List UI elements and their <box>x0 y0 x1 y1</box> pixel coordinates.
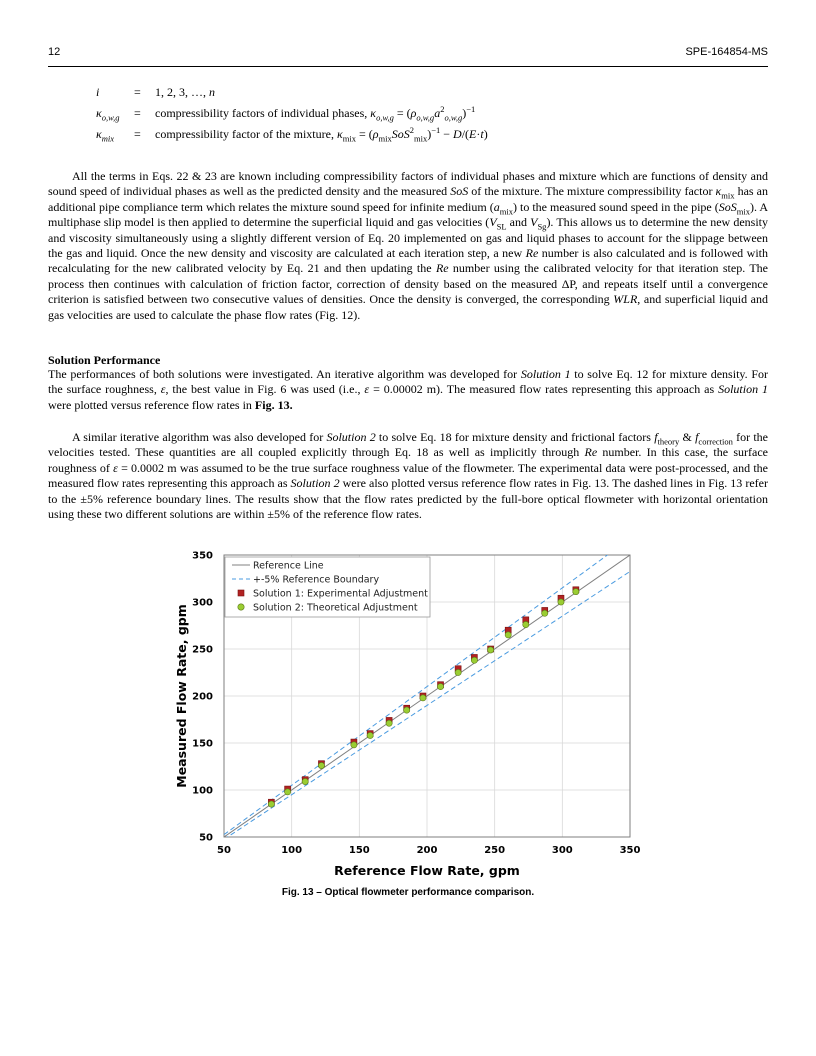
legend-circle-marker <box>238 604 244 610</box>
y-tick-label: 200 <box>192 691 213 703</box>
y-tick-label: 350 <box>192 550 213 562</box>
x-tick-label: 50 <box>217 845 231 856</box>
definition-symbol: i <box>96 85 100 99</box>
definition-text: 1, 2, 3, …, n <box>155 85 215 99</box>
y-tick-label: 100 <box>192 785 213 797</box>
solution2-point <box>268 801 274 807</box>
x-tick-label: 250 <box>484 845 506 856</box>
definition-symbol: $\kappa_{mix}$ <box>96 127 115 144</box>
legend-entry: Solution 1: Experimental Adjustment <box>253 588 428 600</box>
body-paragraph: A similar iterative algorithm was also developed for Solution 2 to solve Eq. 18 for mixture density and frictional factors $f_{theory}$ & $f_{correction}$ for the velocities tested. These quantities are all coupled explicitly through Eq. 18 as well as implicitly through Re number. In this case, the surface roughness of ε = 0.0002 m was assumed to be the true surface roughness value of the flowmeter. The experimental data were post-processed, and the measured flow rates representing this approach as Solution 2 were also plotted versus reference flow rates in Fig. 13. The dashed lines in Fig. 13 refer to the ±5% reference boundary lines. The results show that the flow rates predicted by the full-bore optical flowmeter with horizontal orientation using these two different solutions are within ±5% of the reference flow rates. <box>48 430 768 522</box>
header-rule <box>48 66 768 67</box>
legend-entry: Solution 2: Theoretical Adjustment <box>253 602 418 614</box>
solution2-point <box>302 778 308 784</box>
legend-square-marker <box>238 590 244 596</box>
x-tick-label: 100 <box>281 845 303 856</box>
solution2-point <box>367 732 373 738</box>
y-axis-ticks <box>192 551 213 844</box>
definition-row: $\kappa_{o,w,g}$ = compressibility factors of individual phases, $\kappa_{o,w,g} = (\rho_{o,w,g}a^2_{o,w,g})^{-1}$ <box>96 104 476 123</box>
x-tick-label: 350 <box>619 845 640 856</box>
definition-row: i = 1, 2, 3, …, n <box>96 82 776 103</box>
x-tick-label: 150 <box>348 845 370 856</box>
x-tick-label: 300 <box>551 845 573 856</box>
x-axis-ticks <box>217 845 640 856</box>
y-tick-label: 300 <box>192 597 213 609</box>
body-paragraph: The performances of both solutions were investigated. An iterative algorithm was developed for Solution 1 to solve Eq. 12 for mixture density. For the surface roughness, ε, the best value in Fig. 6 was used (i.e., ε = 0.00002 m). The measured flow rates representing this approach as Solution 1 were plotted versus reference flow rates in Fig. 13. <box>48 367 768 412</box>
definition-row: $\kappa_{mix}$ = compressibility factor of the mixture, $\kappa_{mix} = (\rho_{mix}SoS^2_{mix})^{-1} - D/(E\cdot t)$ <box>96 125 488 144</box>
solution2-point <box>318 762 324 768</box>
definition-text: compressibility factor of the mixture, $\kappa_{mix} = (\rho_{mix}SoS^2_{mix})^{-1} - D/(E\cdot t)$ <box>155 125 488 144</box>
definition-text: compressibility factors of individual phases, $\kappa_{o,w,g} = (\rho_{o,w,g}a^2_{o,w,g})^{-1}$ <box>155 104 476 123</box>
solution2-point <box>285 789 291 795</box>
legend <box>225 557 430 617</box>
solution2-point <box>455 669 461 675</box>
solution2-point <box>386 720 392 726</box>
nomenclature-block <box>96 82 776 145</box>
flowrate-chart <box>170 545 640 885</box>
solution2-point <box>420 695 426 701</box>
y-tick-label: 250 <box>192 644 213 656</box>
y-tick-label: 150 <box>192 738 213 750</box>
section-heading: Solution Performance <box>48 353 161 367</box>
definition-symbol: $\kappa_{o,w,g}$ <box>96 106 120 123</box>
solution2-point <box>488 647 494 653</box>
solution2-point <box>437 684 443 690</box>
legend-entry: +-5% Reference Boundary <box>253 574 380 586</box>
y-tick-label: 50 <box>199 832 213 844</box>
solution2-point <box>351 742 357 748</box>
solution2-point <box>573 589 579 595</box>
solution2-point <box>404 707 410 713</box>
legend-entry: Reference Line <box>253 560 324 572</box>
solution2-point <box>505 632 511 638</box>
figure-caption: Fig. 13 – Optical flowmeter performance comparison. <box>281 887 535 898</box>
solution2-point <box>558 599 564 605</box>
solution2-point <box>471 657 477 663</box>
y-axis-label: Measured Flow Rate, gpm <box>174 604 189 788</box>
solution2-point <box>523 621 529 627</box>
solution2-point <box>542 610 548 616</box>
x-axis-label: Reference Flow Rate, gpm <box>334 863 520 878</box>
body-paragraph: All the terms in Eqs. 22 & 23 are known including compressibility factors of individual phases and mixture which are functions of density and sound speed of individual phases as well as the predicted density and the measured SoS of the mixture. The mixture compressibility factor $\kappa_{mix}$ has an additional pipe compliance term which relates the mixture sound speed for infinite medium $(a_{mix})$ to the measured sound speed in the pipe (SoS$_{mix}$). A multiphase slip model is then applied to determine the superficial liquid and gas velocities ($V_{SL}$ and $V_{Sg}$). This allows us to determine the new density and viscosity simultaneously using a slightly different version of Eq. 20 implemented on gas and liquid phases to account for the slippage between the gas and liquid. Once the new density and viscosity are calculated at each iteration step, a new Re number is also calculated and is followed with recalculating for the new calibrated velocity by Eq. 21 and then updating the Re number using the calibrated velocity for that iteration step. The process then continues with calculation of friction factor, correction of density based on the measured ΔP, and repeats itself until a convergence criterion is satisfied between two consecutive values of densities. Once the density is converged, the corresponding WLR, and superficial liquid and gas velocities are used to calculate the phase flow rates (Fig. 12). <box>48 169 769 322</box>
paper-id: SPE-164854-MS <box>685 46 768 58</box>
page-number: 12 <box>48 46 61 58</box>
x-tick-label: 200 <box>416 845 438 856</box>
